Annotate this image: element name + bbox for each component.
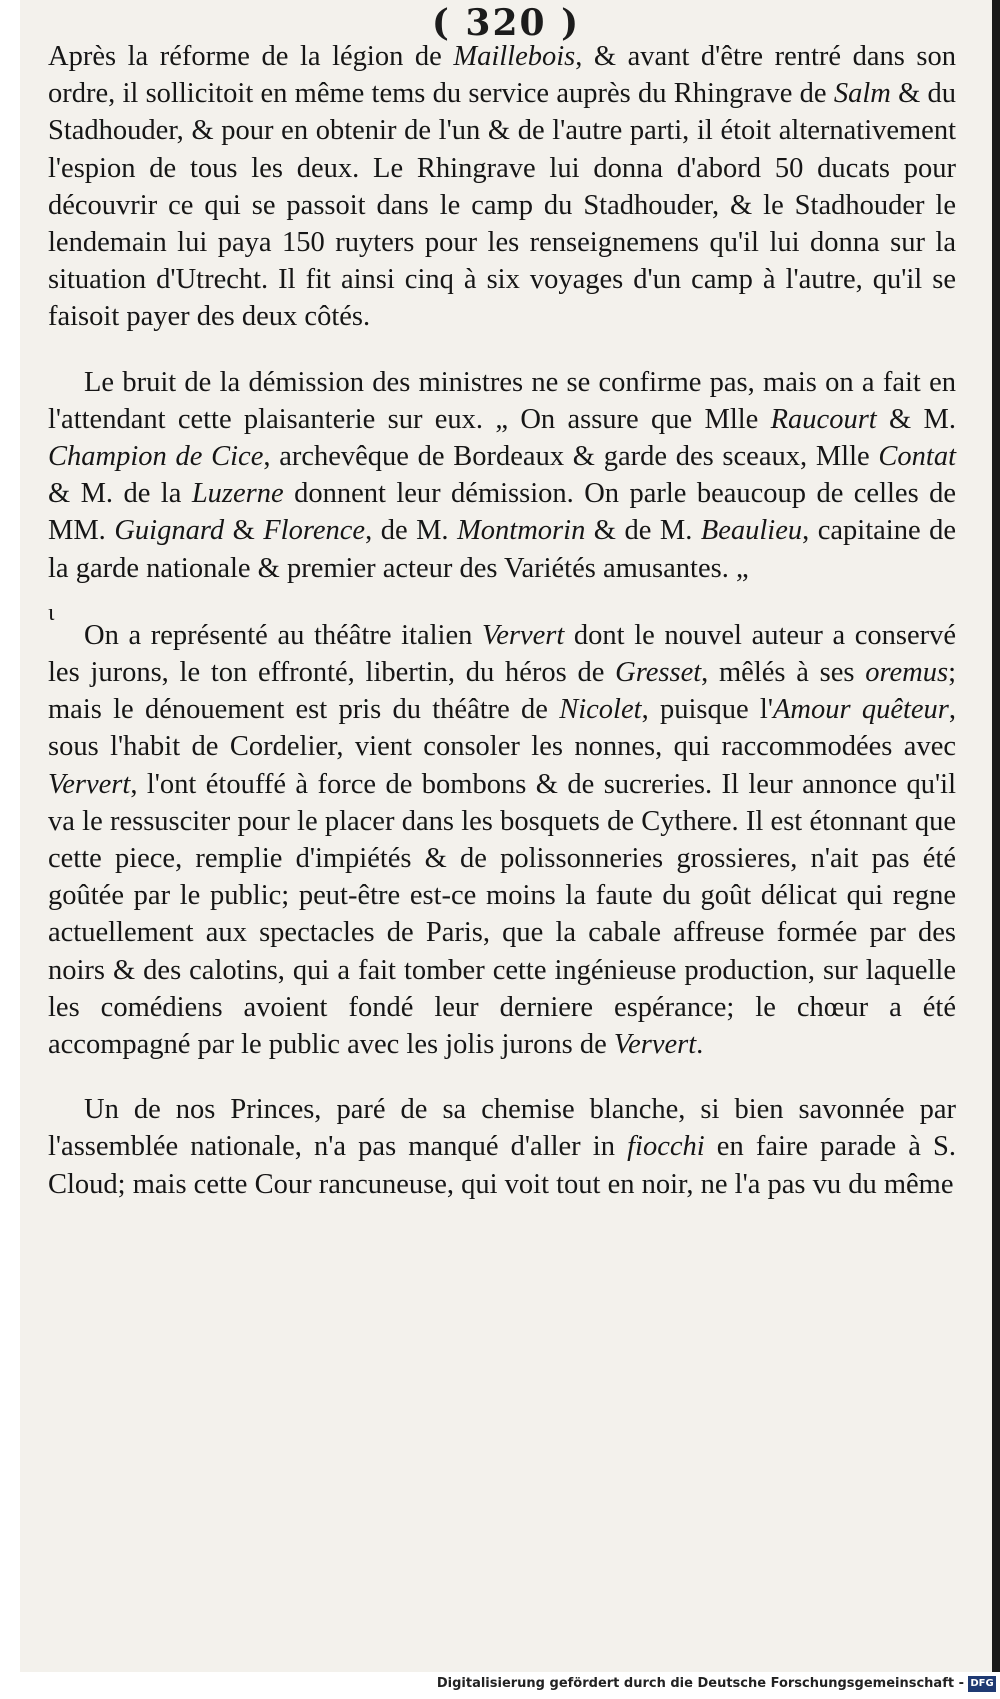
italic-run: Luzerne — [191, 478, 284, 510]
italic-run: Gresset — [615, 657, 702, 689]
text-run: , & avant d'être rentré dans son ordre, il sollicitoit en même tems du service auprès du Rhingrave de — [48, 41, 956, 110]
text-run: , de M. — [365, 515, 458, 547]
text-run: , puisque l' — [641, 694, 773, 726]
body-text — [48, 38, 956, 1203]
text-run: Un de nos Princes, paré de sa chemise blanche, si bien savonnée par l'assemblée nationale, n'a pas manqué d'aller in — [48, 1094, 956, 1163]
paragraph-4 — [48, 1091, 956, 1203]
italic-run: Contat — [878, 441, 956, 473]
text-run: , archevêque de Bordeaux & garde des sceaux, Mlle — [263, 441, 879, 473]
italic-run: Beaulieu — [700, 515, 803, 547]
text-run: , capitaine de la garde nationale & premier acteur des Variétés amusantes. „ — [48, 515, 956, 584]
text-run: & M. — [876, 403, 956, 435]
italic-run: Florence — [263, 515, 366, 547]
text-run: . — [696, 1029, 704, 1061]
scanned-page — [20, 0, 992, 1672]
italic-run: Maillebois — [453, 41, 576, 72]
text-run: , l'ont étouffé à force de bombons & de sucreries. Il leur annonce qu'il va le ressusciter pour le placer dans les bosquets de Cythere. Il est étonnant que cette piece, remplie d'impiétés & de polissonneries grossieres, n'ait pas été goûtée par le public; peut-être est-ce moins la faute du goût délicat qui regne actuellement aux spectacles de Paris, que la cabale affreuse formée par des noirs & des calotins, qui a fait tomber cette ingénieuse production, sur laquelle les comédiens avoient fondé leur derniere espérance; le chœur a été accompagné par le public avec les jolis jurons de — [48, 768, 956, 1061]
italic-run: Ververt — [613, 1029, 697, 1061]
italic-run: Nicolet — [559, 694, 642, 726]
italic-run: Montmorin — [457, 515, 586, 547]
text-run: & — [224, 515, 264, 547]
scan-edge — [992, 0, 1000, 1672]
italic-run: Raucourt — [770, 403, 877, 435]
page-number: ( 320 ) — [431, 2, 581, 44]
text-run: , sous l'habit de Cordelier, vient consoler les nonnes, qui raccommodées avec — [48, 694, 957, 763]
paragraph-2 — [48, 364, 956, 587]
text-run: ; mais le dénouement est pris du théâtre de — [48, 657, 956, 726]
footer — [0, 1672, 1000, 1699]
stray-mark: ɩ — [48, 599, 55, 626]
footer-credit: Digitalisierung gefördert durch die Deutsche Forschungsgemeinschaft - — [436, 1676, 964, 1691]
italic-run: Champion de Cice — [48, 441, 264, 473]
paragraph-1 — [48, 38, 956, 336]
text-run: dont le nouvel auteur a conservé les jurons, le ton effronté, libertin, du héros de — [48, 619, 956, 689]
text-run: & M. de la — [48, 478, 192, 510]
dfg-logo-icon[interactable]: DFG — [968, 1676, 996, 1692]
text-run: Après la réforme de la légion de — [48, 41, 454, 72]
italic-run: Ververt — [481, 619, 565, 651]
italic-run: Salm — [833, 78, 891, 110]
italic-run: Amour quêteur — [772, 694, 949, 726]
text-run: & du Stadhouder, & pour en obtenir de l'un & de l'autre parti, il étoit alternativement l'espion de tous les deux. Le Rhingrave lui donna d'abord 50 ducats pour découvrir ce qui se passoit dans le camp du Stadhouder, & le Stadhouder le lendemain lui paya 150 ruyters pour les renseignemens qu'il lui donna sur la situation d'Utrecht. Il fit ainsi cinq à six voyages d'un camp à l'autre, qu'il se faisoit payer des deux côtés. — [48, 78, 956, 333]
text-run: & de M. — [585, 515, 701, 547]
paragraph-3 — [48, 617, 956, 1063]
italic-run: Ververt — [48, 768, 131, 800]
italic-run: fiocchi — [627, 1131, 705, 1163]
text-run: On a représenté au théâtre italien — [84, 619, 482, 651]
text-run: , mêlés à ses — [701, 657, 866, 689]
italic-run: Guignard — [114, 515, 225, 547]
text-run: donnent leur démission. On parle beaucoup de celles de MM. — [48, 478, 956, 547]
italic-run: oremus — [865, 657, 949, 689]
text-run: Le bruit de la démission des ministres ne se confirme pas, mais on a fait en l'attendant cette plaisanterie sur eux. „ On assure que Mlle — [48, 366, 956, 435]
text-run: en faire parade à S. Cloud; mais cette Cour rancuneuse, qui voit tout en noir, ne l'a pas vu du même — [48, 1131, 956, 1200]
